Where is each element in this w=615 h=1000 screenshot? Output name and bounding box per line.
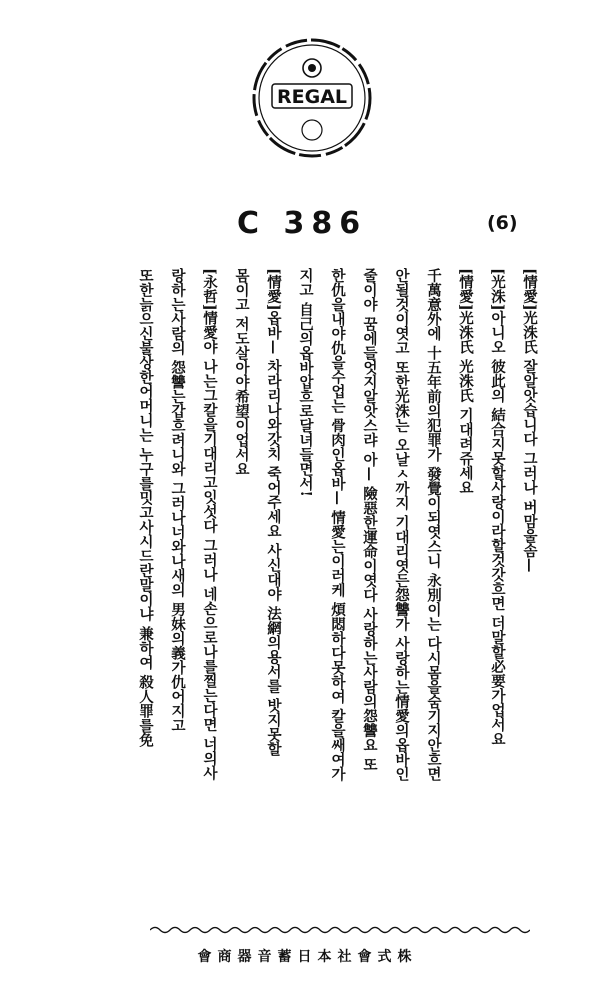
wavy-divider <box>150 924 530 936</box>
text-column <box>485 268 509 928</box>
catalog-number: C 386 <box>237 206 368 241</box>
dialogue-text: 지고 自己의옵바압흐로달녀들면서! <box>297 268 314 497</box>
dialogue-text: 옵바— 차라리나와갓치 죽어주세요 사신대야 法網의용서를 밧지못할 <box>265 310 282 757</box>
text-column <box>261 268 285 928</box>
text-column <box>357 268 381 928</box>
page-number: (6) <box>487 212 518 234</box>
text-column <box>293 268 317 928</box>
text-column <box>229 268 253 928</box>
speaker-label: [光洙] <box>489 268 506 311</box>
text-column <box>453 268 477 928</box>
dialogue-text: 몸이고 저도살아야希望이업서요 <box>233 268 250 477</box>
text-column <box>389 268 413 928</box>
speaker-label: [情愛] <box>457 268 474 311</box>
dialogue-text: 안될것이엿고 또한光洙는 오날ㅅ까지 기대리엿든怨讐가 사랑하는情愛의옵바인 <box>393 268 410 782</box>
dialogue-text: 한仇을내야仇을수업는 骨肉인옵바— 情愛는이러케 煩悶하다못하여 칼을쌔여가 <box>329 268 346 782</box>
text-column <box>197 268 221 928</box>
text-column <box>133 268 157 928</box>
text-column <box>165 268 189 928</box>
text-column <box>421 268 445 928</box>
regal-label-logo <box>250 36 374 160</box>
brand-name: REGAL <box>276 86 348 108</box>
text-column <box>325 268 349 928</box>
publisher-footer: 會商器音蓄日本社會式株 <box>197 949 418 965</box>
dialogue-text: 줄이야 꿈에들엇지알앗스랴 아— 險惡한運命이엿다 사랑하는사람의怨讐요 또 <box>361 268 378 772</box>
text-column <box>517 268 541 928</box>
dialogue-text: 아니오 彼此의 結合지못할사랑이라할것갓흐면 더말할必要가업서요 <box>489 310 506 747</box>
dialogue-text: 千萬意外에 十五年前의犯罪가 發覺이되엿스니 永別이는 다시몸을숨기지안흐면 <box>425 268 442 782</box>
dialogue-text: 랑하는사람의 怨讐는갑흐려니와 그러나너와나새의 男妹의義가仇어지고 <box>169 268 186 733</box>
dialogue-text: 光洙氏 잘알앗습니다 그러나 버맘울솜— <box>521 310 538 573</box>
speaker-label: [情愛] <box>265 268 282 311</box>
speaker-label: [情愛] <box>521 268 538 311</box>
dialogue-text: 情愛야 나는그칼을기대리고잇섯다 그러나 네손으로나를찔는다면 너의사 <box>201 310 218 781</box>
speaker-label: [永哲] <box>201 268 218 311</box>
dialogue-text: 또한늙으신불상한어머니는 누구를밋고사시드란말이냐 兼하여 殺人罪를免 <box>137 268 154 748</box>
dialogue-text: 光洙氏 光洙氏 기대려쥬세요 <box>457 310 474 495</box>
